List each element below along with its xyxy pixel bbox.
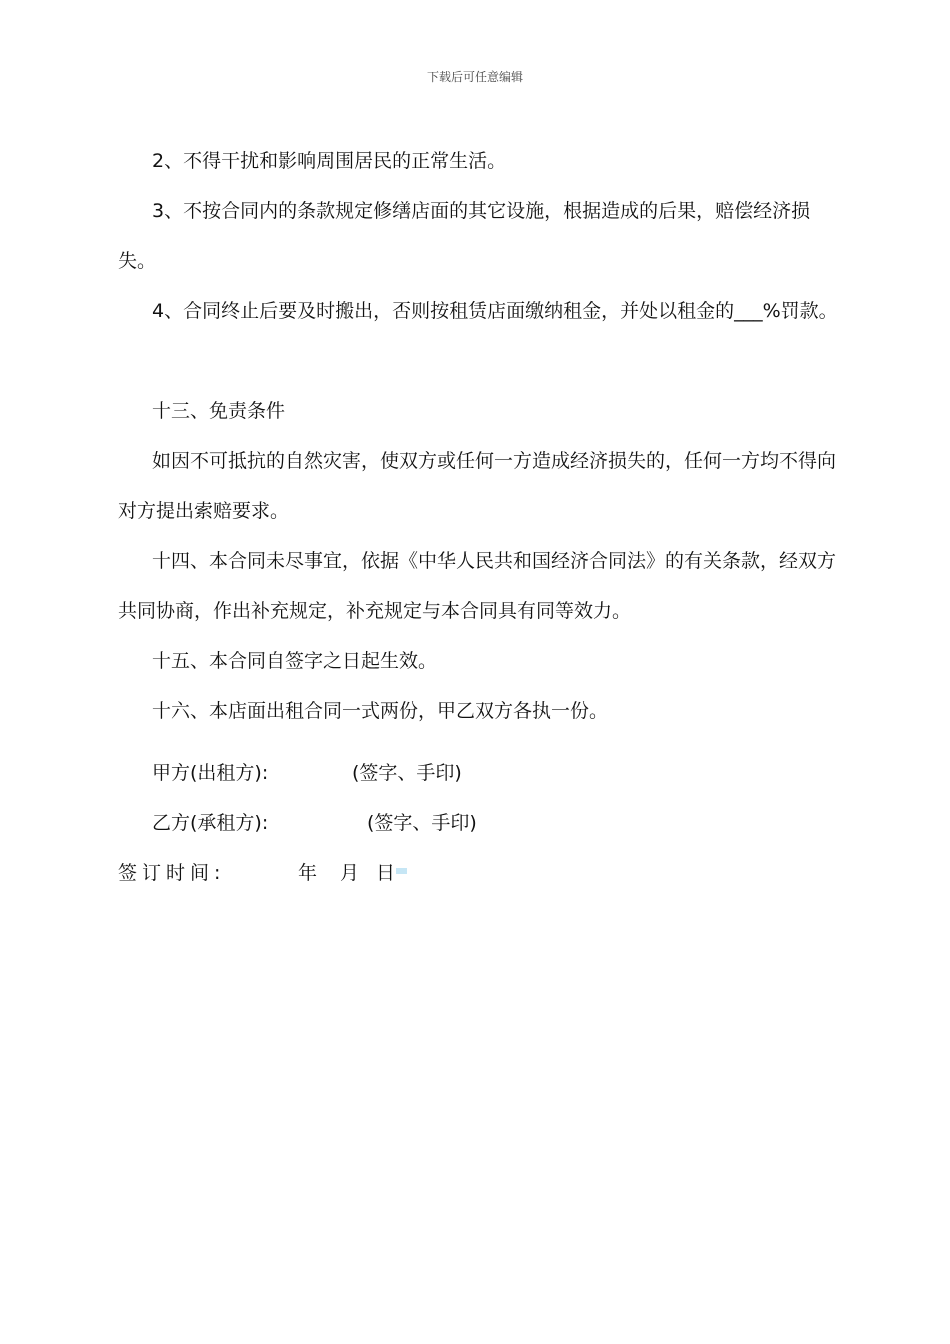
clause-4: 4、合同终止后要及时搬出，否则按租赁店面缴纳租金，并处以租金的___%罚款。	[152, 300, 838, 322]
day-label: 日	[376, 862, 396, 884]
party-a-row	[118, 748, 838, 798]
spacer	[118, 336, 838, 386]
contract-body	[118, 136, 838, 736]
section-13-title: 十三、免责条件	[152, 400, 286, 422]
header-note: 下载后可任意编辑	[426, 70, 523, 84]
clause-3: 3、不按合同内的条款规定修缮店面的其它设施，根据造成的后果，赔偿经济损失。	[118, 200, 811, 272]
section-13-body: 如因不可抵抗的自然灾害，使双方或任何一方造成经济损失的，任何一方均不得向对方提出索赔要求。	[118, 450, 837, 522]
year-label: 年	[298, 862, 318, 884]
clause-2: 2、不得干扰和影响周围居民的正常生活。	[152, 150, 507, 172]
signing-date-label: 签订时间:	[118, 862, 226, 884]
party-a-label: 甲方(出租方):	[152, 762, 269, 784]
party-b-row	[118, 798, 838, 848]
text-cursor-highlight	[396, 868, 407, 874]
signing-date-row	[118, 848, 838, 898]
party-a-sign-hint: (签字、手印)	[352, 762, 462, 784]
month-label: 月	[340, 862, 360, 884]
party-b-sign-hint: (签字、手印)	[367, 812, 477, 834]
signature-block	[118, 748, 838, 898]
section-14: 十四、本合同未尽事宜，依据《中华人民共和国经济合同法》的有关条款，经双方共同协商，作出补充规定，补充规定与本合同具有同等效力。	[118, 550, 837, 622]
section-16: 十六、本店面出租合同一式两份，甲乙双方各执一份。	[152, 700, 609, 722]
section-15: 十五、本合同自签字之日起生效。	[152, 650, 438, 672]
party-b-label: 乙方(承租方):	[152, 812, 269, 834]
